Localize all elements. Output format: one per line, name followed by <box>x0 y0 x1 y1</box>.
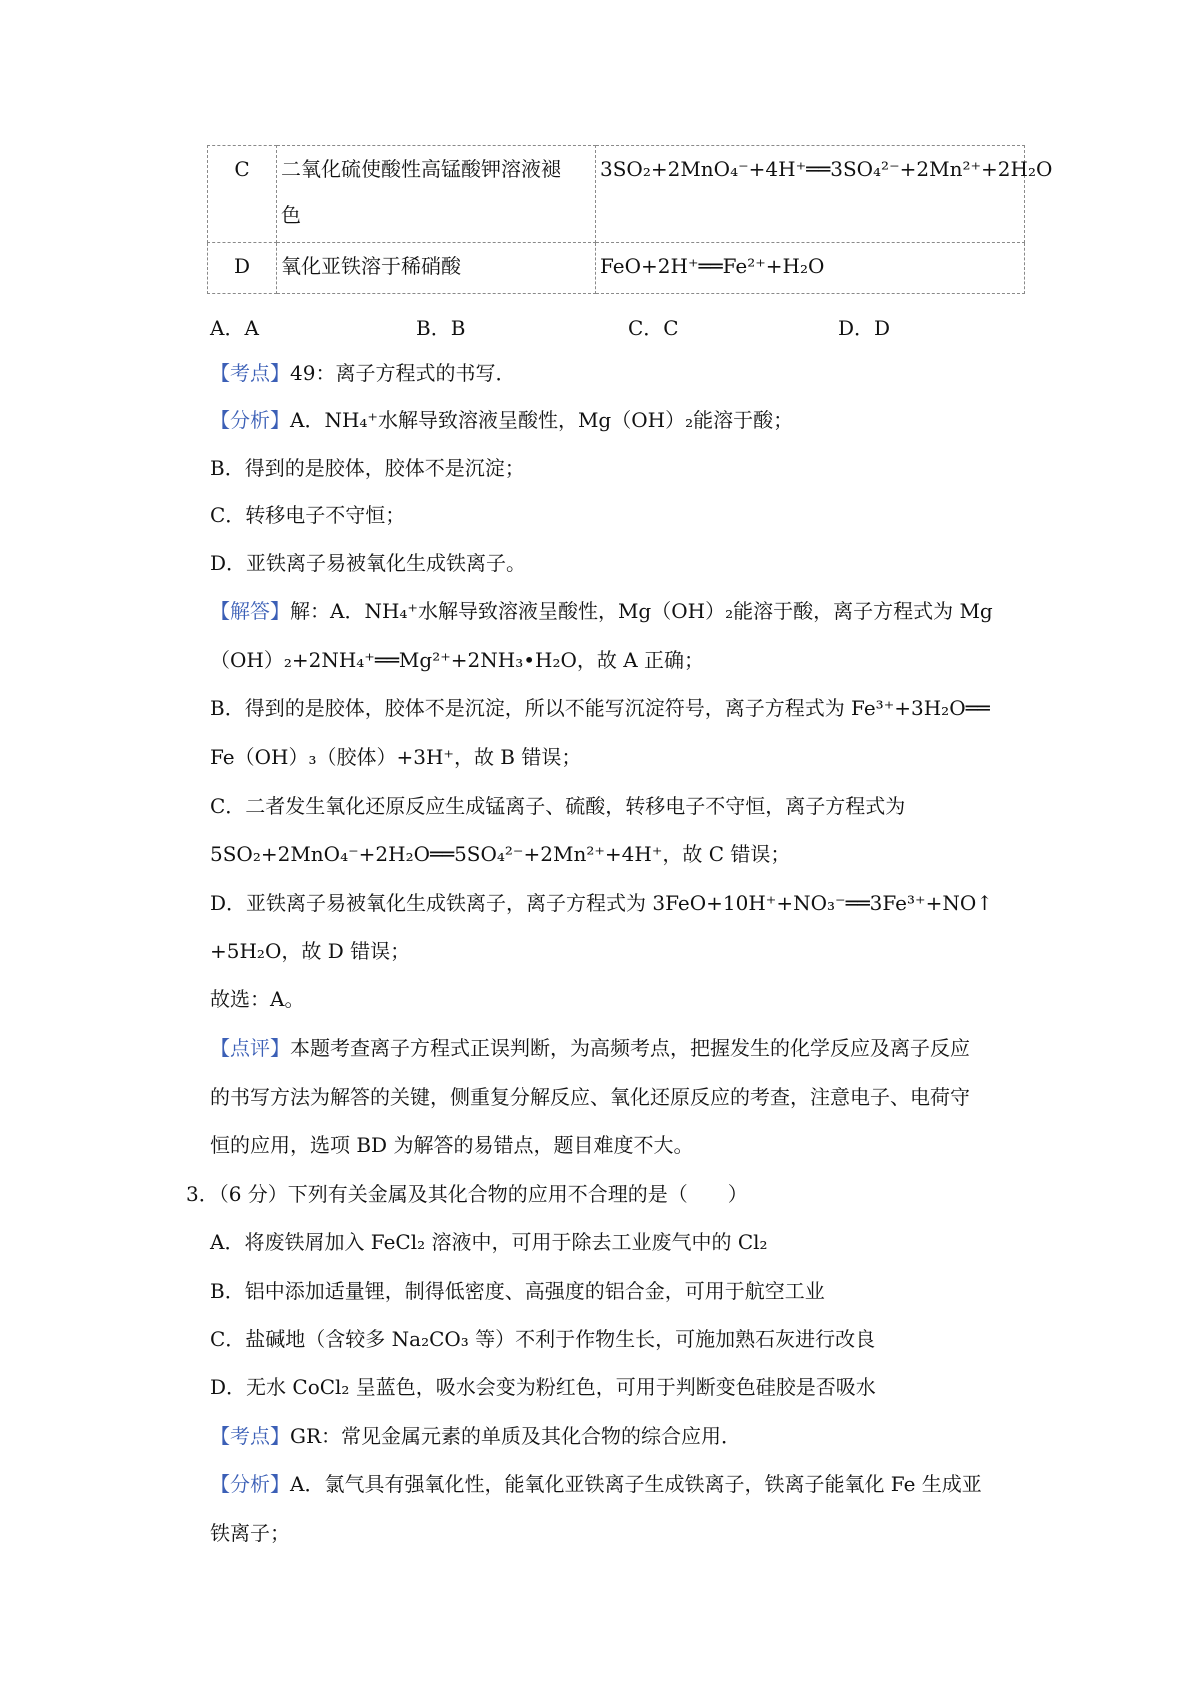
kaodian-text: GR：常见金属元素的单质及其化合物的综合应用． <box>290 1424 742 1448</box>
options-table <box>207 145 1053 294</box>
table-row <box>208 243 1025 294</box>
fenxi-c: C．转移电子不守恒； <box>210 503 406 527</box>
jieda-d2: +5H₂O，故 D 错误； <box>210 939 411 963</box>
answer-choices <box>210 312 1030 340</box>
fenxi-text: A．NH₄⁺水解导致溶液呈酸性，Mg（OH）₂能溶于酸； <box>290 408 794 432</box>
fenxi-d: D．亚铁离子易被氧化生成铁离子。 <box>210 551 527 575</box>
kaodian-tag: 【考点】 <box>210 1424 290 1448</box>
fenxi-line <box>210 406 793 434</box>
jieda-a2: （OH）₂+2NH₄⁺══Mg²⁺+2NH₃•H₂O，故 A 正确； <box>210 648 705 672</box>
q3-option-c: C．盐碱地（含较多 Na₂CO₃ 等）不利于作物生长，可施加熟石灰进行改良 <box>210 1327 876 1351</box>
row-description <box>277 146 596 243</box>
row-equation: 3SO₂+2MnO₄⁻+4H⁺══3SO₄²⁻+2Mn²⁺+2H₂O <box>596 146 1025 243</box>
q3-kaodian-line <box>210 1422 741 1450</box>
row-description-line: 二氧化硫使酸性高锰酸钾溶液褪 <box>281 157 561 181</box>
choice-c: C．C <box>628 316 679 340</box>
choice-a: A．A <box>210 316 259 340</box>
q3-fenxi-line <box>210 1470 982 1498</box>
fenxi-text: A．氯气具有强氧化性，能氧化亚铁离子生成铁离子，铁离子能氧化 Fe 生成亚 <box>290 1472 982 1496</box>
jieda-d1: D．亚铁离子易被氧化生成铁离子，离子方程式为 3FeO+10H⁺+NO₃⁻══3Fe³⁺+NO↑ <box>210 891 993 915</box>
fenxi-tag: 【分析】 <box>210 1472 290 1496</box>
jieda-b1: B．得到的是胶体，胶体不是沉淀，所以不能写沉淀符号，离子方程式为 Fe³⁺+3H₂O══ <box>210 696 990 720</box>
jieda-tag: 【解答】 <box>210 599 290 623</box>
row-letter: D <box>208 243 277 294</box>
q3-option-d: D．无水 CoCl₂ 呈蓝色，吸水会变为粉红色，可用于判断变色硅胶是否吸水 <box>210 1375 876 1399</box>
choice-d: D．D <box>838 316 891 340</box>
jieda-b2: Fe（OH）₃（胶体）+3H⁺，故 B 错误； <box>210 745 582 769</box>
q3-fenxi-2: 铁离子； <box>210 1521 290 1545</box>
dianping-tag: 【点评】 <box>210 1036 290 1060</box>
dianping-2: 的书写方法为解答的关键，侧重复分解反应、氧化还原反应的考查，注意电子、电荷守 <box>210 1085 970 1109</box>
jieda-text: 解：A．NH₄⁺水解导致溶液呈酸性，Mg（OH）₂能溶于酸，离子方程式为 Mg <box>290 599 993 623</box>
row-equation: FeO+2H⁺══Fe²⁺+H₂O <box>596 243 1025 294</box>
row-description: 氧化亚铁溶于稀硝酸 <box>277 243 596 294</box>
kaodian-line <box>210 359 515 387</box>
kaodian-text: 49：离子方程式的书写． <box>290 361 516 385</box>
jieda-end: 故选：A。 <box>210 987 305 1011</box>
q3-option-b: B．铝中添加适量锂，制得低密度、高强度的铝合金，可用于航空工业 <box>210 1279 825 1303</box>
choice-b: B．B <box>416 316 466 340</box>
row-letter: C <box>208 146 277 243</box>
row-description-line: 色 <box>281 203 301 227</box>
jieda-line <box>210 597 993 625</box>
q3-option-a: A．将废铁屑加入 FeCl₂ 溶液中，可用于除去工业废气中的 Cl₂ <box>210 1230 768 1254</box>
fenxi-b: B．得到的是胶体，胶体不是沉淀； <box>210 456 525 480</box>
jieda-c1: C．二者发生氧化还原反应生成锰离子、硫酸，转移电子不守恒，离子方程式为 <box>210 794 906 818</box>
dianping-line <box>210 1034 970 1062</box>
dianping-text: 本题考查离子方程式正误判断，为高频考点，把握发生的化学反应及离子反应 <box>290 1036 970 1060</box>
question-3-stem: 3．（6 分）下列有关金属及其化合物的应用不合理的是（ ） <box>186 1182 748 1206</box>
dianping-3: 恒的应用，选项 BD 为解答的易错点，题目难度不大。 <box>210 1133 694 1157</box>
table-row <box>208 146 1025 243</box>
kaodian-tag: 【考点】 <box>210 361 290 385</box>
jieda-c2: 5SO₂+2MnO₄⁻+2H₂O══5SO₄²⁻+2Mn²⁺+4H⁺，故 C 错误； <box>210 842 791 866</box>
fenxi-tag: 【分析】 <box>210 408 290 432</box>
